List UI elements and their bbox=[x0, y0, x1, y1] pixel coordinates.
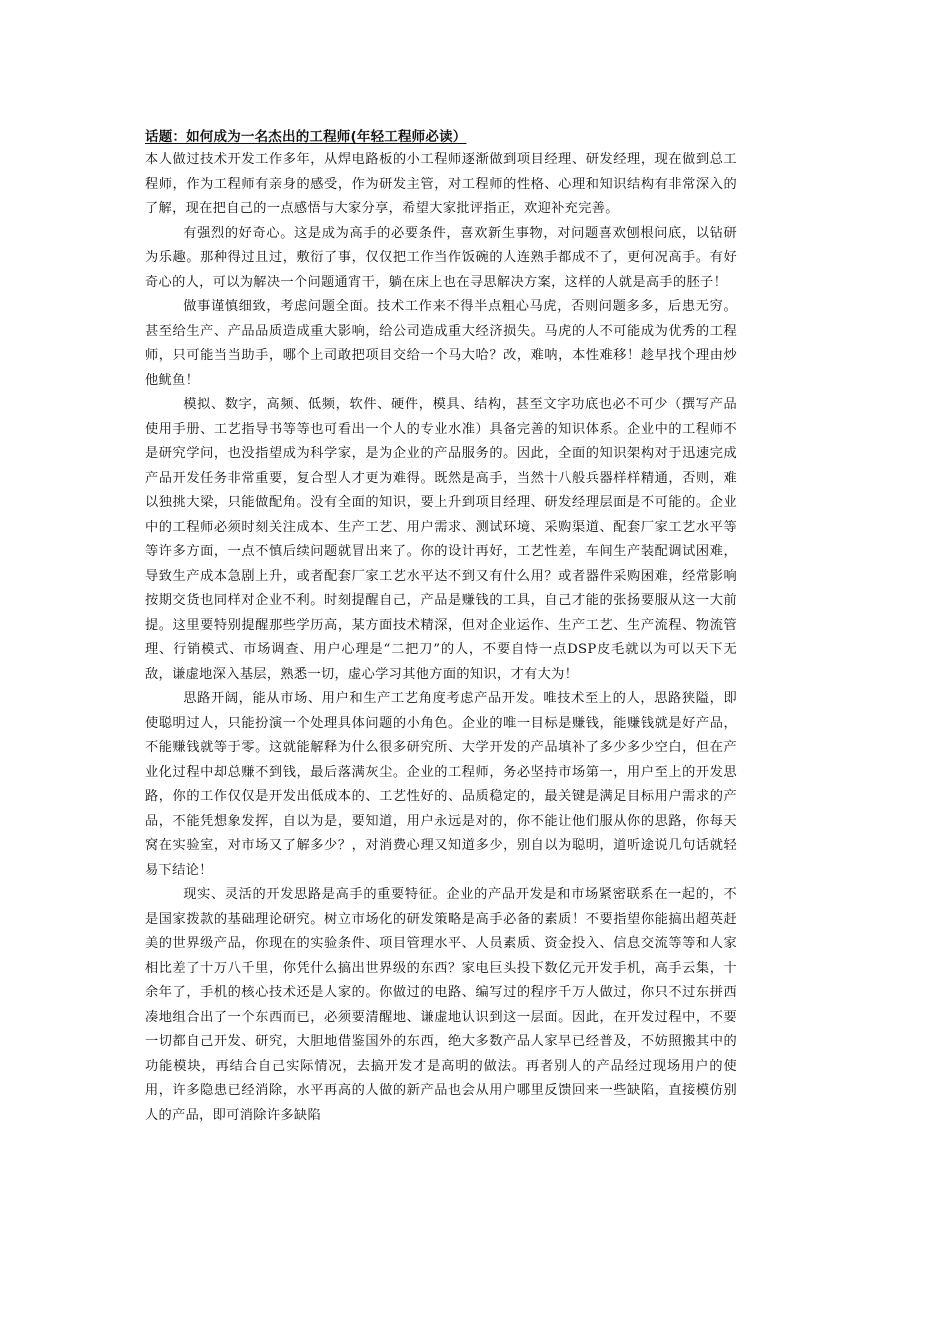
paragraph-carefulness: 做事谨慎细致，考虑问题全面。技术工作来不得半点粗心马虎，否则问题多多，后患无穷。甚至给生产、产品品质造成重大影响，给公司造成重大经济损失。马虎的人不可能成为优秀的工程师，只可能当当助手，哪个上司敢把项目交给一个马大哈？改，难呐，本性难移！趁早找个理由炒他鱿鱼！ bbox=[145, 299, 737, 388]
paragraph-curiosity: 有强烈的好奇心。这是成为高手的必要条件，喜欢新生事物，对问题喜欢刨根问底，以钻研为乐趣。那种得过且过，敷衍了事，仅仅把工作当作饭碗的人连熟手都成不了，更何况高手。有好奇心的人，可以为解决一个问题通宵干，躺在床上也在寻思解决方案，这样的人就是高手的胚子！ bbox=[145, 225, 737, 290]
article bbox=[145, 126, 737, 1128]
article-title: 话题：如何成为一名杰出的工程师(年轻工程师必读） bbox=[145, 129, 467, 145]
paragraph-knowledge-system: 模拟、数字，高频、低频，软件、硬件，模具、结构，甚至文字功底也必不可少（撰写产品使用手册、工艺指导书等等也可看出一个人的专业水准）具备完善的知识体系。企业中的工程师不是研究学问，也没指望成为科学家，是为企业的产品服务的。因此，全面的知识架构对于迅速完成产品开发任务非常重要，复合型人才更为难得。既然是高手，当然十八般兵器样样精通，否则，难以独挑大梁，只能做配角。没有全面的知识，要上升到项目经理、研发经理层面是不可能的。企业中的工程师必须时刻关注成本、生产工艺、用户需求、测试环境、采购渠道、配套厂家工艺水平等等许多方面，一点不慎后续问题就冒出来了。你的设计再好，工艺性差，车间生产装配调试困难，导致生产成本急剧上升，或者配套厂家工艺水平达不到又有什么用？或者器件采购困难，经常影响按期交货也同样对企业不利。时刻提醒自己，产品是赚钱的工具，自己才能的张扬要服从这一大前提。这里要特别提醒那些学历高，某方面技术精深，但对企业运作、生产工艺、生产流程、物流管理、行销模式、市场调查、用户心理是“二把刀”的人，不要自恃一点DSP皮毛就以为可以天下无敌，谦虚地深入基层，熟悉一切，虚心学习其他方面的知识，才有大为！ bbox=[145, 397, 737, 682]
intro-paragraph: 本人做过技术开发工作多年，从焊电路板的小工程师逐渐做到项目经理、研发经理，现在做到总工程师，作为工程师有亲身的感受，作为研发主管，对工程师的性格、心理和知识结构有非常深入的了解，现在把自己的一点感悟与大家分享，希望大家批评指正，欢迎补充完善。 bbox=[145, 152, 737, 216]
paragraph-flexible-development: 现实、灵活的开发思路是高手的重要特征。企业的产品开发是和市场紧密联系在一起的，不是国家拨款的基础理论研究。树立市场化的研发策略是高手必备的素质！不要指望你能搞出超英赶美的世界级产品，你现在的实验条件、项目管理水平、人员素质、资金投入、信息交流等等和人家相比差了十万八千里，你凭什么搞出世界级的东西？家电巨头投下数亿元开发手机，高手云集，十余年了，手机的核心技术还是人家的。你做过的电路、编写过的程序千万人做过，你只不过东拼西凑地组合出了一个东西而已，必须要清醒地、谦虚地认识到这一层面。因此，在开发过程中，不要一切都自己开发、研究，大胆地借鉴国外的东西，绝大多数产品人家早已经普及，不妨照搬其中的功能模块，再结合自己实际情况，去搞开发才是高明的做法。再者别人的产品经过现场用户的使用，许多隐患已经消除，水平再高的人做的新产品也会从用户哪里反馈回来一些缺陷，直接模仿别人的产品，即可消除许多缺陷 bbox=[145, 887, 737, 1123]
paragraph-open-thinking: 思路开阔，能从市场、用户和生产工艺角度考虑产品开发。唯技术至上的人，思路狭隘，即使聪明过人，只能扮演一个处理具体问题的小角色。企业的唯一目标是赚钱，能赚钱就是好产品，不能赚钱就等于零。这就能解释为什么很多研究所、大学开发的产品填补了多少多少空白，但在产业化过程中却总赚不到钱，最后落满灰尘。企业的工程师，务必坚持市场第一，用户至上的开发思路，你的工作仅仅是开发出低成本的、工艺性好的、品质稳定的，最关键是满足目标用户需求的产品，不能凭想象发挥，自以为是，要知道，用户永远是对的，你不能让他们服从你的思路，你每天窝在实验室，对市场又了解多少？，对消费心理又知道多少，别自以为聪明，道听途说几句话就轻易下结论！ bbox=[145, 691, 737, 878]
